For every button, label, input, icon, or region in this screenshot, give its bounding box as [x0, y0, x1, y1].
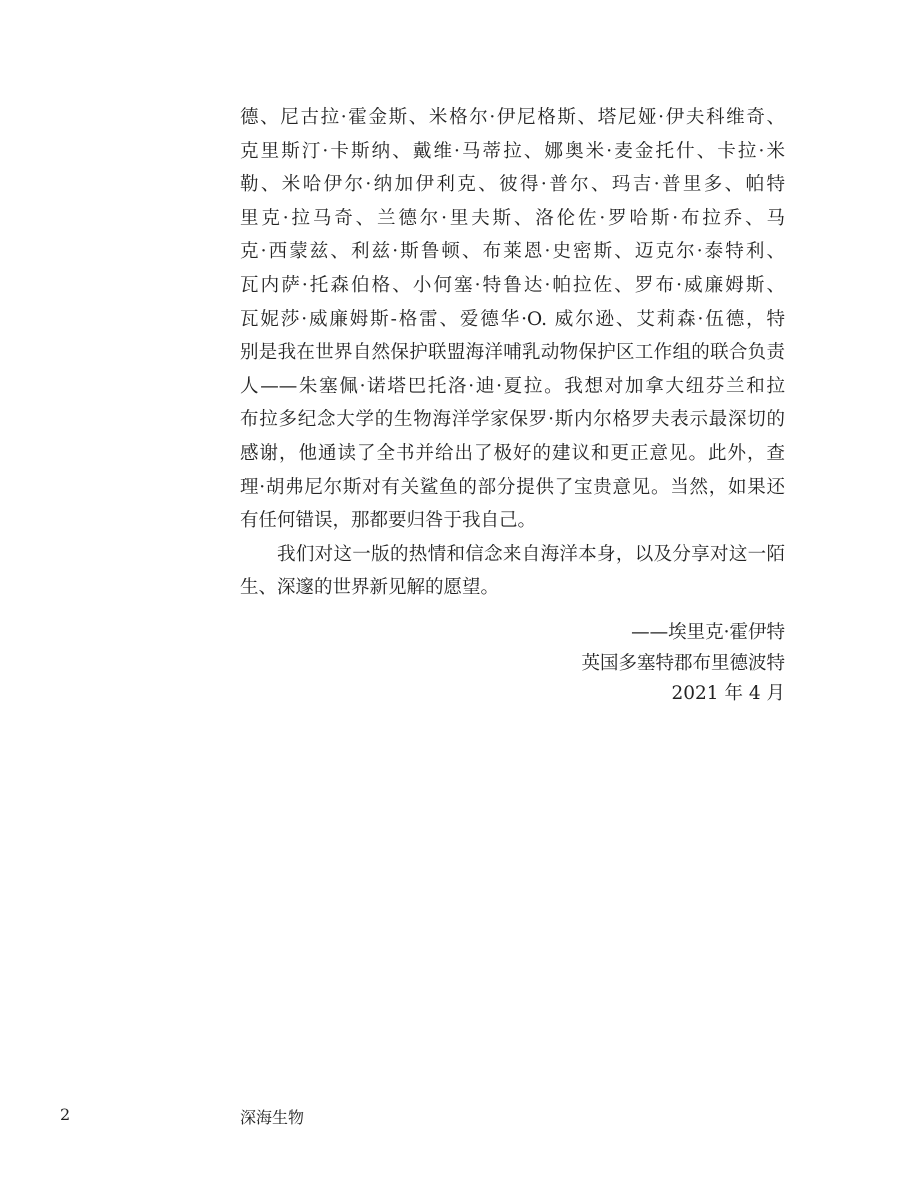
text-line: 里克·拉马奇、兰德尔·里夫斯、洛伦佐·罗哈斯·布拉乔、马 [240, 207, 785, 229]
paragraph [240, 538, 785, 605]
text-line: 克·西蒙兹、利兹·斯鲁顿、布莱恩·史密斯、迈克尔·泰特利、 [240, 241, 785, 263]
text-line: 生、深邃的世界新见解的愿望。 [240, 577, 500, 599]
signature-block [581, 618, 785, 710]
text-line: 勒、米哈伊尔·纳加伊利克、彼得·普尔、玛吉·普里多、帕特 [240, 174, 785, 196]
text-line: 别是我在世界自然保护联盟海洋哺乳动物保护区工作组的联合负责 [240, 342, 785, 364]
text-line: 布拉多纪念大学的生物海洋学家保罗·斯内尔格罗夫表示最深切的 [240, 409, 785, 431]
text-line: 德、尼古拉·霍金斯、米格尔·伊尼格斯、塔尼娅·伊夫科维奇、 [240, 107, 785, 128]
page-number: 2 [60, 1105, 71, 1124]
text-line: 我们对这一版的热情和信念来自海洋本身，以及分享对这一陌 [277, 543, 785, 565]
text-line: 克里斯汀·卡斯纳、戴维·马蒂拉、娜奥米·麦金托什、卡拉·米 [240, 140, 785, 162]
signature-date: 2021 年 4 月 [671, 683, 785, 704]
text-line: 瓦妮莎·威廉姆斯-格雷、爱德华·O. 威尔逊、艾莉森·伍德，特 [240, 308, 785, 330]
paragraph [240, 101, 785, 538]
text-line: 有任何错误，那都要归咎于我自己。 [240, 510, 537, 532]
text-line: 人——朱塞佩·诺塔巴托洛·迪·夏拉。我想对加拿大纽芬兰和拉 [240, 375, 785, 397]
main-text [240, 101, 785, 605]
text-line: 理·胡弗尼尔斯对有关鲨鱼的部分提供了宝贵意见。当然，如果还 [240, 476, 785, 498]
running-footer-title: 深海生物 [240, 1108, 305, 1127]
author-signature: ——埃里克·霍伊特 [631, 622, 785, 643]
text-line: 瓦内萨·托森伯格、小何塞·特鲁达·帕拉佐、罗布·威廉姆斯、 [240, 274, 785, 296]
text-line: 感谢，他通读了全书并给出了极好的建议和更正意见。此外，查 [240, 442, 785, 464]
signature-location: 英国多塞特郡布里德波特 [581, 652, 785, 674]
